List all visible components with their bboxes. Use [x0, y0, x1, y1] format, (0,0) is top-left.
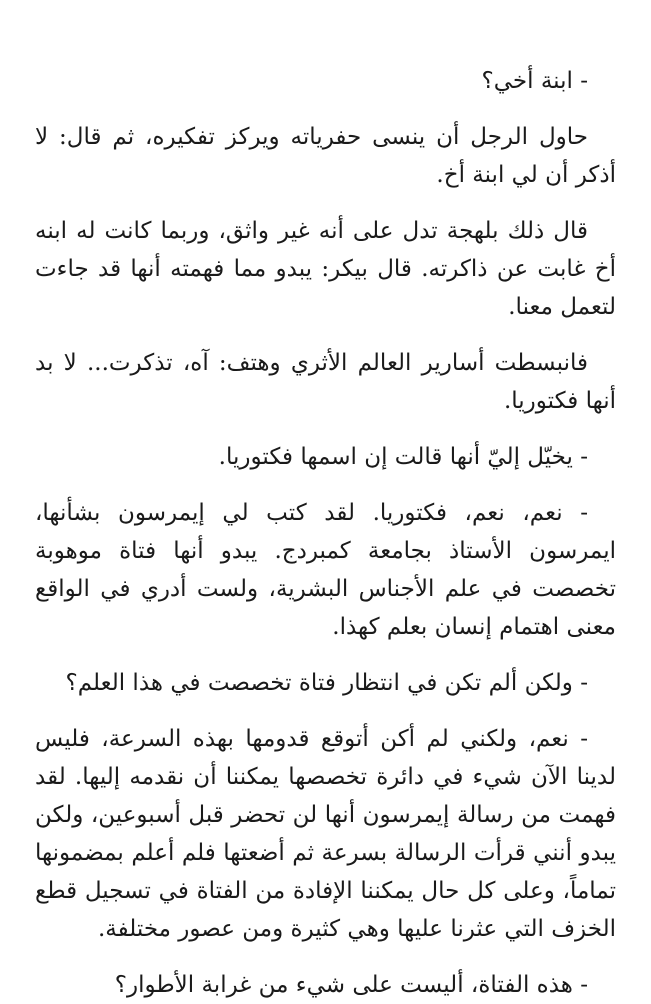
dialogue-paragraph-arrival: - نعم، ولكني لم أكن أتوقع قدومها بهذه السرعة، فليس لدينا الآن شيء في دائرة تخصصها يمكننا أن نقدمه إليها. لقد فهمت من رسالة إيمرسون أنها لن تحضر قبل أسبوعين، ولكن يبدو أنني قرأت الرسالة بسرعة ثم أضعتها فلم أعلم بمضمونها تماماً، وعلى كل حال يمكننا الإفادة من الفتاة في تسجيل قطع الخزف التي عثرنا عليها وهي كثيرة ومن عصور مختلفة. — [35, 726, 616, 942]
narration-paragraph-baker: قال ذلك بلهجة تدل على أنه غير واثق، وربما كانت له ابنه أخ غابت عن ذاكرته. قال بيكر: يبدو مما فهمته أنها قد جاءت لتعمل معنا. — [35, 218, 616, 320]
dialogue-paragraph-emerson-letter: - نعم، نعم، فكتوريا. لقد كتب لي إيمرسون بشأنها، ايمرسون الأستاذ بجامعة كمبردج. يبدو أنها فتاة موهوبة تخصصت في علم الأجناس البشرية، ولست أدري في الواقع معنى اهتمام إنسان بعلم كهذا. — [35, 500, 616, 640]
dialogue-line-waiting-question: - ولكن ألم تكن في انتظار فتاة تخصصت في هذا العلم؟ — [65, 670, 588, 696]
dialogue-line-niece-question: - ابنة أخي؟ — [481, 68, 588, 94]
narration-paragraph-man-reply: حاول الرجل أن ينسى حفرياته ويركز تفكيره، ثم قال: لا أذكر أن لي ابنة أخ. — [35, 124, 616, 188]
narration-paragraph-remembered: فانبسطت أسارير العالم الأثري وهتف: آه، تذكرت... لا بد أنها فكتوريا. — [35, 350, 616, 414]
dialogue-line-victoria-name: - يخيّل إليّ أنها قالت إن اسمها فكتوريا. — [218, 444, 588, 470]
dialogue-line-strange-girl: - هذه الفتاة، أليست على شيء من غرابة الأطوار؟ — [114, 972, 588, 998]
